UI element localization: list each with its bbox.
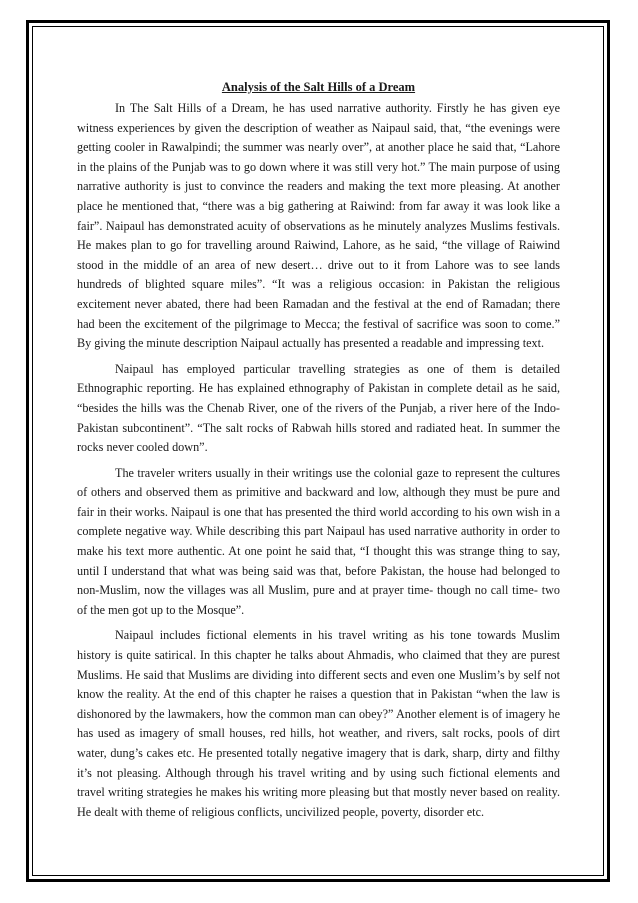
- document-body: [77, 80, 560, 828]
- document-title: Analysis of the Salt Hills of a Dream: [221, 80, 416, 94]
- paragraph-fictional-elements: Naipaul includes fictional elements in his travel writing as his tone towards Muslim history is quite satirical. In this chapter he talks about Ahmadis, who claimed that they are purest Muslims. He said that Muslims are dividing into different sects and even one Muslim’s by self not know the reality. At the end of this chapter he raises a question that in Pakistan “when the law is dishonored by the lawmakers, how the common man can obey?” Another element is of imagery he has used as imagery of small houses, red hills, hot weather, and rivers, salt rocks, pools of dirt water, dung’s cakes etc. He presented totally negative imagery that is dark, sharp, dirty and filthy it’s not pleasing. Although through his travel writing and by using such fictional elements and travel writing strategies he makes his writing more pleasing but that mostly never based on reality. He dealt with theme of religious conflicts, uncivilized people, poverty, disorder etc.: [77, 628, 560, 819]
- paragraph-narrative-authority: In The Salt Hills of a Dream, he has used narrative authority. Firstly he has given eye witness experiences by given the description of weather as Naipaul said, that, “the evenings were getting cooler in Rawalpindi; the summer was nearly over”, at another place he said that, “Lahore in the plains of the Punjab was to go down where it was still very hot.” The main purpose of using narrative authority is just to convince the readers and making the text more pleasing. At another place he mentioned that, “there was a big gathering at Raiwind: from far away it was look like a fair”. Naipaul has demonstrated acuity of observations as he minutely analyzes Muslims festivals. He makes plan to go for travelling around Raiwind, Lahore, as he said, “the village of Raiwind stood in the middle of an area of new desert… drive out to it from Lahore was to see lands hundreds of blighted square miles”. “It was a religious occasion: in Pakistan the religious excitement never abated, there had been Ramadan and the festival at the end of Ramadan; there had been the excitement of the pilgrimage to Mecca; the festival of sacrifice was soon to come.” By giving the minute description Naipaul actually has presented a readable and impressing text.: [77, 101, 560, 351]
- paragraph-ethnographic-reporting: Naipaul has employed particular travelling strategies as one of them is detailed Ethnographic reporting. He has explained ethnography of Pakistan in complete detail as he said, “besides the hills was the Chenab River, one of the rivers of the Punjab, a river here of the Indo-Pakistan subcontinent”. “The salt rocks of Rabwah hills stored and radiated heat. In summer the rocks never cooled down”.: [77, 361, 560, 455]
- paragraph-colonial-gaze: The traveler writers usually in their writings use the colonial gaze to represent the cultures of others and observed them as primitive and backward and low, although they must be pure and fair in their works. Naipaul is one that has presented the third world according to his own wish in a complete negative way. While describing this part Naipaul has used narrative authority in order to make his text more authentic. At one point he said that, “I thought this was strange thing to say, until I understand that what was being said was that, before Pakistan, the house had belonged to non-Muslim, now the villages was all Muslim, pure and at prayer time- though no call time- two of the men got up to the Mosque”.: [77, 465, 560, 617]
